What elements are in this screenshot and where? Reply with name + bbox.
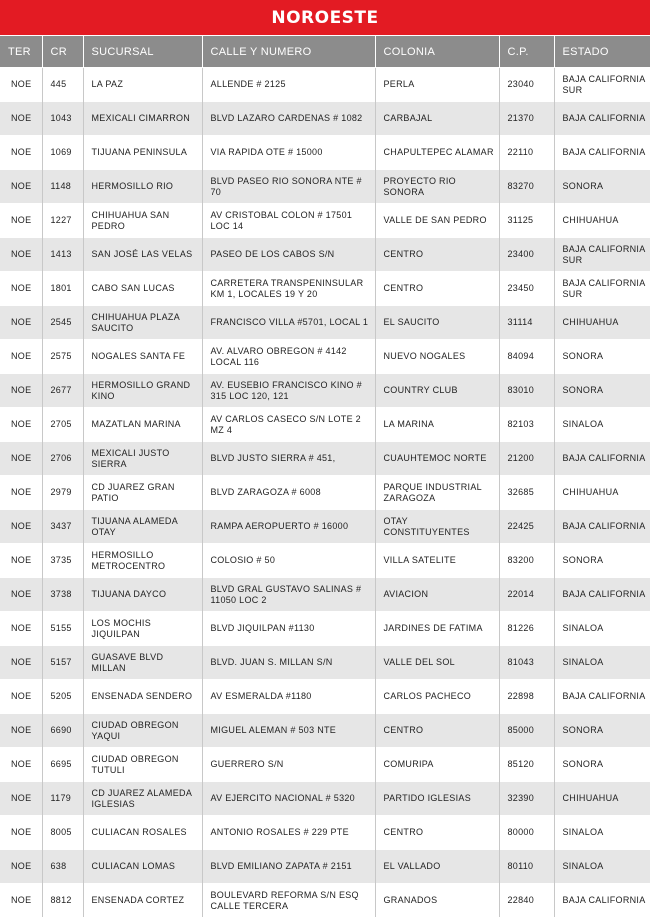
table-row (0, 646, 650, 680)
cell-cr: 2705 (42, 408, 83, 442)
cell-calle: AV EJERCITO NACIONAL # 5320 (202, 782, 375, 816)
cell-estado: BAJA CALIFORNIA (554, 102, 650, 136)
cell-ter: NOE (0, 442, 42, 476)
cell-cp: 83010 (499, 374, 554, 408)
region-title-banner (0, 0, 650, 36)
cell-cr: 6690 (42, 714, 83, 748)
cell-colonia: CARBAJAL (375, 102, 499, 136)
table-row (0, 714, 650, 748)
cell-colonia: CENTRO (375, 238, 499, 272)
cell-cp: 80000 (499, 816, 554, 850)
table-row (0, 442, 650, 476)
cell-sucursal: TIJUANA ALAMEDA OTAY (83, 510, 202, 544)
cell-ter: NOE (0, 374, 42, 408)
cell-cr: 638 (42, 850, 83, 884)
cell-cr: 2677 (42, 374, 83, 408)
cell-ter: NOE (0, 408, 42, 442)
cell-cp: 23450 (499, 272, 554, 306)
table-row (0, 408, 650, 442)
cell-calle: AV CRISTOBAL COLON # 17501 LOC 14 (202, 204, 375, 238)
cell-estado: SINALOA (554, 612, 650, 646)
table-row (0, 850, 650, 884)
cell-cp: 80110 (499, 850, 554, 884)
table-row (0, 238, 650, 272)
cell-estado: BAJA CALIFORNIA (554, 680, 650, 714)
cell-calle: VIA RAPIDA OTE # 15000 (202, 136, 375, 170)
cell-sucursal: LA PAZ (83, 68, 202, 102)
cell-cp: 31114 (499, 306, 554, 340)
cell-colonia: NUEVO NOGALES (375, 340, 499, 374)
cell-cp: 83200 (499, 544, 554, 578)
table-row (0, 884, 650, 917)
cell-cr: 3738 (42, 578, 83, 612)
cell-sucursal: ENSENADA SENDERO (83, 680, 202, 714)
cell-cp: 22898 (499, 680, 554, 714)
cell-cr: 3437 (42, 510, 83, 544)
cell-calle: BLVD JUSTO SIERRA # 451, (202, 442, 375, 476)
table-row (0, 102, 650, 136)
cell-calle: FRANCISCO VILLA #5701, LOCAL 1 (202, 306, 375, 340)
cell-sucursal: MAZATLAN MARINA (83, 408, 202, 442)
cell-colonia: PARTIDO IGLESIAS (375, 782, 499, 816)
cell-colonia: VALLE DEL SOL (375, 646, 499, 680)
cell-estado: SONORA (554, 340, 650, 374)
cell-colonia: CENTRO (375, 714, 499, 748)
cell-estado: SONORA (554, 714, 650, 748)
header-cp: C.P. (499, 36, 554, 68)
cell-cp: 21200 (499, 442, 554, 476)
cell-calle: BLVD EMILIANO ZAPATA # 2151 (202, 850, 375, 884)
cell-calle: BLVD ZARAGOZA # 6008 (202, 476, 375, 510)
table-row (0, 306, 650, 340)
cell-cr: 2979 (42, 476, 83, 510)
cell-cr: 5205 (42, 680, 83, 714)
cell-sucursal: MEXICALI CIMARRON (83, 102, 202, 136)
cell-colonia: CARLOS PACHECO (375, 680, 499, 714)
cell-estado: SINALOA (554, 850, 650, 884)
cell-cr: 1179 (42, 782, 83, 816)
cell-cr: 445 (42, 68, 83, 102)
table-row (0, 680, 650, 714)
cell-sucursal: CHIHUAHUA PLAZA SAUCITO (83, 306, 202, 340)
cell-calle: COLOSIO # 50 (202, 544, 375, 578)
table-row (0, 374, 650, 408)
cell-calle: BLVD LAZARO CARDENAS # 1082 (202, 102, 375, 136)
cell-colonia: COMURIPA (375, 748, 499, 782)
cell-cr: 1069 (42, 136, 83, 170)
cell-colonia: VALLE DE SAN PEDRO (375, 204, 499, 238)
cell-sucursal: TIJUANA DAYCO (83, 578, 202, 612)
cell-cp: 23040 (499, 68, 554, 102)
cell-ter: NOE (0, 68, 42, 102)
cell-estado: BAJA CALIFORNIA (554, 136, 650, 170)
cell-calle: BOULEVARD REFORMA S/N ESQ CALLE TERCERA (202, 884, 375, 917)
cell-calle: BLVD PASEO RIO SONORA NTE # 70 (202, 170, 375, 204)
cell-ter: NOE (0, 272, 42, 306)
cell-cp: 82103 (499, 408, 554, 442)
table-row (0, 136, 650, 170)
cell-colonia: VILLA SATELITE (375, 544, 499, 578)
cell-sucursal: HERMOSILLO METROCENTRO (83, 544, 202, 578)
cell-sucursal: CD JUAREZ ALAMEDA IGLESIAS (83, 782, 202, 816)
cell-colonia: GRANADOS (375, 884, 499, 917)
cell-estado: BAJA CALIFORNIA (554, 442, 650, 476)
cell-estado: BAJA CALIFORNIA (554, 510, 650, 544)
cell-calle: AV CARLOS CASECO S/N LOTE 2 MZ 4 (202, 408, 375, 442)
cell-ter: NOE (0, 850, 42, 884)
table-row (0, 612, 650, 646)
cell-estado: BAJA CALIFORNIA SUR (554, 238, 650, 272)
cell-cp: 23400 (499, 238, 554, 272)
cell-estado: CHIHUAHUA (554, 306, 650, 340)
cell-calle: BLVD GRAL GUSTAVO SALINAS # 11050 LOC 2 (202, 578, 375, 612)
table-row (0, 510, 650, 544)
table-row (0, 578, 650, 612)
cell-ter: NOE (0, 136, 42, 170)
cell-cp: 22840 (499, 884, 554, 917)
cell-cr: 5157 (42, 646, 83, 680)
cell-colonia: CENTRO (375, 816, 499, 850)
cell-ter: NOE (0, 578, 42, 612)
cell-cp: 32390 (499, 782, 554, 816)
cell-estado: SINALOA (554, 408, 650, 442)
table-row (0, 68, 650, 102)
cell-estado: SONORA (554, 374, 650, 408)
table-row (0, 476, 650, 510)
cell-colonia: PROYECTO RIO SONORA (375, 170, 499, 204)
cell-calle: BLVD JIQUILPAN #1130 (202, 612, 375, 646)
cell-sucursal: SAN JOSÉ LAS VELAS (83, 238, 202, 272)
cell-sucursal: CABO SAN LUCAS (83, 272, 202, 306)
cell-ter: NOE (0, 680, 42, 714)
cell-ter: NOE (0, 714, 42, 748)
cell-cp: 85000 (499, 714, 554, 748)
cell-sucursal: CIUDAD OBREGON TUTULI (83, 748, 202, 782)
cell-colonia: JARDINES DE FATIMA (375, 612, 499, 646)
cell-calle: CARRETERA TRANSPENINSULAR KM 1, LOCALES 19 Y 20 (202, 272, 375, 306)
cell-estado: SINALOA (554, 816, 650, 850)
cell-cr: 3735 (42, 544, 83, 578)
cell-sucursal: MEXICALI JUSTO SIERRA (83, 442, 202, 476)
cell-cr: 1413 (42, 238, 83, 272)
cell-cp: 81226 (499, 612, 554, 646)
cell-calle: ALLENDE # 2125 (202, 68, 375, 102)
cell-sucursal: LOS MOCHIS JIQUILPAN (83, 612, 202, 646)
cell-sucursal: TIJUANA PENINSULA (83, 136, 202, 170)
cell-cp: 22014 (499, 578, 554, 612)
cell-cr: 1148 (42, 170, 83, 204)
cell-cr: 8005 (42, 816, 83, 850)
cell-estado: BAJA CALIFORNIA SUR (554, 68, 650, 102)
cell-cp: 32685 (499, 476, 554, 510)
header-estado: ESTADO (554, 36, 650, 68)
cell-colonia: EL SAUCITO (375, 306, 499, 340)
cell-ter: NOE (0, 544, 42, 578)
cell-ter: NOE (0, 204, 42, 238)
cell-estado: CHIHUAHUA (554, 476, 650, 510)
cell-ter: NOE (0, 748, 42, 782)
table-row (0, 272, 650, 306)
table-row (0, 748, 650, 782)
cell-cp: 81043 (499, 646, 554, 680)
cell-calle: RAMPA AEROPUERTO # 16000 (202, 510, 375, 544)
cell-ter: NOE (0, 816, 42, 850)
cell-estado: SINALOA (554, 646, 650, 680)
cell-colonia: CHAPULTEPEC ALAMAR (375, 136, 499, 170)
cell-sucursal: CIUDAD OBREGON YAQUI (83, 714, 202, 748)
cell-calle: ANTONIO ROSALES # 229 PTE (202, 816, 375, 850)
cell-cp: 22110 (499, 136, 554, 170)
cell-cr: 5155 (42, 612, 83, 646)
cell-cr: 1227 (42, 204, 83, 238)
cell-ter: NOE (0, 238, 42, 272)
cell-sucursal: CULIACAN LOMAS (83, 850, 202, 884)
header-colonia: COLONIA (375, 36, 499, 68)
cell-ter: NOE (0, 340, 42, 374)
cell-sucursal: HERMOSILLO GRAND KINO (83, 374, 202, 408)
cell-colonia: CUAUHTEMOC NORTE (375, 442, 499, 476)
cell-colonia: CENTRO (375, 272, 499, 306)
cell-ter: NOE (0, 646, 42, 680)
cell-estado: BAJA CALIFORNIA (554, 578, 650, 612)
cell-cr: 2575 (42, 340, 83, 374)
cell-cr: 2545 (42, 306, 83, 340)
branch-table (0, 36, 650, 917)
table-row (0, 170, 650, 204)
table-row (0, 816, 650, 850)
cell-calle: MIGUEL ALEMAN # 503 NTE (202, 714, 375, 748)
table-row (0, 340, 650, 374)
cell-ter: NOE (0, 510, 42, 544)
cell-sucursal: CULIACAN ROSALES (83, 816, 202, 850)
cell-calle: AV ESMERALDA #1180 (202, 680, 375, 714)
table-row (0, 544, 650, 578)
cell-sucursal: ENSENADA CORTEZ (83, 884, 202, 917)
cell-ter: NOE (0, 170, 42, 204)
header-cr: CR (42, 36, 83, 68)
cell-cp: 22425 (499, 510, 554, 544)
cell-cr: 8812 (42, 884, 83, 917)
cell-ter: NOE (0, 884, 42, 917)
cell-sucursal: GUASAVE BLVD MILLAN (83, 646, 202, 680)
cell-cp: 84094 (499, 340, 554, 374)
cell-sucursal: HERMOSILLO RIO (83, 170, 202, 204)
table-row (0, 782, 650, 816)
cell-estado: CHIHUAHUA (554, 204, 650, 238)
header-ter: TER (0, 36, 42, 68)
cell-cp: 31125 (499, 204, 554, 238)
cell-cp: 83270 (499, 170, 554, 204)
header-calle: CALLE Y NUMERO (202, 36, 375, 68)
cell-sucursal: CHIHUAHUA SAN PEDRO (83, 204, 202, 238)
cell-estado: SONORA (554, 170, 650, 204)
cell-calle: AV. ALVARO OBREGON # 4142 LOCAL 116 (202, 340, 375, 374)
cell-ter: NOE (0, 612, 42, 646)
cell-estado: SONORA (554, 544, 650, 578)
cell-colonia: LA MARINA (375, 408, 499, 442)
region-title: NOROESTE (271, 8, 378, 28)
cell-cr: 6695 (42, 748, 83, 782)
cell-calle: GUERRERO S/N (202, 748, 375, 782)
cell-colonia: PERLA (375, 68, 499, 102)
cell-ter: NOE (0, 306, 42, 340)
cell-colonia: COUNTRY CLUB (375, 374, 499, 408)
cell-calle: PASEO DE LOS CABOS S/N (202, 238, 375, 272)
cell-cr: 2706 (42, 442, 83, 476)
cell-calle: BLVD. JUAN S. MILLAN S/N (202, 646, 375, 680)
table-row (0, 204, 650, 238)
cell-estado: SONORA (554, 748, 650, 782)
cell-colonia: OTAY CONSTITUYENTES (375, 510, 499, 544)
cell-colonia: EL VALLADO (375, 850, 499, 884)
cell-ter: NOE (0, 102, 42, 136)
cell-ter: NOE (0, 782, 42, 816)
cell-sucursal: CD JUAREZ GRAN PATIO (83, 476, 202, 510)
table-body (0, 68, 650, 917)
cell-estado: BAJA CALIFORNIA SUR (554, 272, 650, 306)
header-sucursal: SUCURSAL (83, 36, 202, 68)
cell-ter: NOE (0, 476, 42, 510)
cell-cp: 21370 (499, 102, 554, 136)
cell-colonia: PARQUE INDUSTRIAL ZARAGOZA (375, 476, 499, 510)
cell-cr: 1043 (42, 102, 83, 136)
cell-estado: CHIHUAHUA (554, 782, 650, 816)
cell-sucursal: NOGALES SANTA FE (83, 340, 202, 374)
table-header-row (0, 36, 650, 68)
cell-cp: 85120 (499, 748, 554, 782)
cell-calle: AV. EUSEBIO FRANCISCO KINO # 315 LOC 120, 121 (202, 374, 375, 408)
cell-estado: BAJA CALIFORNIA (554, 884, 650, 917)
cell-colonia: AVIACION (375, 578, 499, 612)
cell-cr: 1801 (42, 272, 83, 306)
